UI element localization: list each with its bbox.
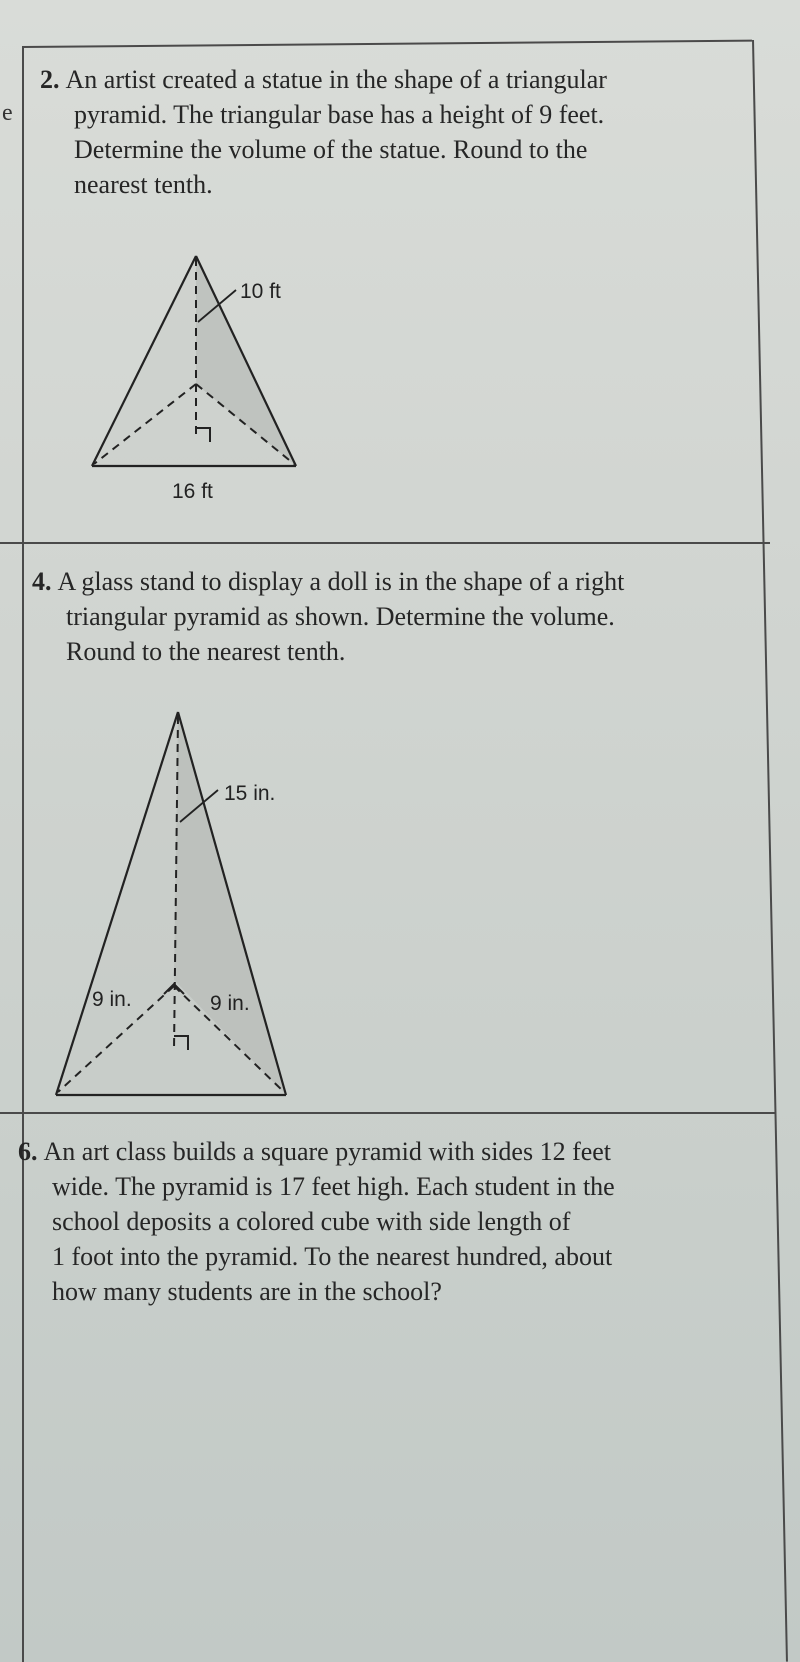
problem-6-line-4: 1 foot into the pyramid. To the nearest hundred, about: [52, 1242, 613, 1271]
margin-text-fragment: e: [2, 100, 13, 126]
problem-2-line-2: pyramid. The triangular base has a height of 9 feet.: [74, 100, 605, 129]
problem-6-line-5: how many students are in the school?: [52, 1277, 442, 1306]
problem-2-line-1: An artist created a statue in the shape of a triangular: [65, 65, 607, 94]
left-leg-label: 9 in.: [92, 988, 132, 1011]
pyramid-front-face-shading: [56, 712, 286, 1095]
right-leg-label: 9 in.: [210, 992, 250, 1015]
problem-6-line-3: school deposits a colored cube with side length of: [52, 1207, 571, 1236]
problem-6-number: 6.: [18, 1137, 38, 1166]
problem-2-line-4: nearest tenth.: [74, 170, 213, 199]
slant-height-label: 10 ft: [240, 280, 281, 303]
height-label: 15 in.: [224, 782, 276, 805]
problem-4-number: 4.: [32, 567, 52, 596]
problem-2-number: 2.: [40, 65, 60, 94]
problem-6: [18, 1134, 615, 1309]
problem-4-line-1: A glass stand to display a doll is in the shape of a right: [57, 567, 625, 596]
problem-4-line-2: triangular pyramid as shown. Determine the volume.: [66, 602, 615, 631]
problem-2-line-3: Determine the volume of the statue. Round to the: [74, 135, 588, 164]
problem-6-line-2: wide. The pyramid is 17 feet high. Each student in the: [52, 1172, 615, 1201]
problem-4-line-3: Round to the nearest tenth.: [66, 637, 346, 666]
row-divider-2: [0, 1112, 775, 1114]
base-length-label: 16 ft: [172, 480, 213, 503]
problem-6-line-1: An art class builds a square pyramid with sides 12 feet: [43, 1137, 612, 1166]
